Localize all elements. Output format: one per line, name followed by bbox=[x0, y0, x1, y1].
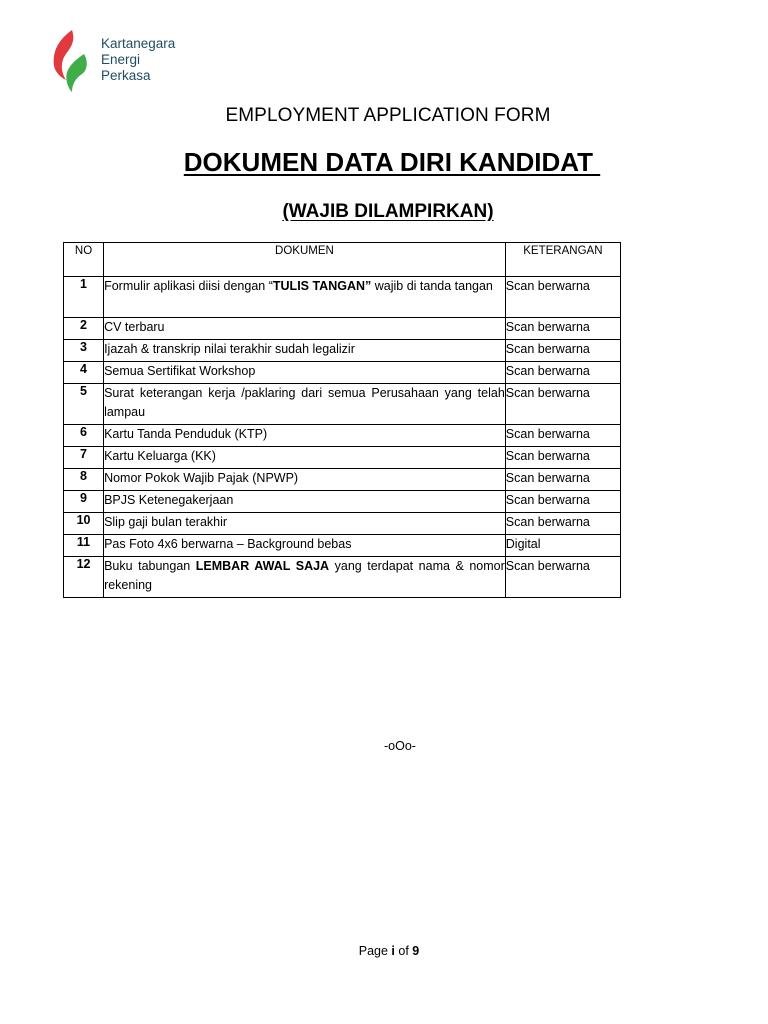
document-note: Scan berwarna bbox=[505, 447, 620, 469]
page-of-label: of bbox=[394, 944, 413, 958]
document-name: Nomor Pokok Wajib Pajak (NPWP) bbox=[104, 469, 506, 491]
row-number: 1 bbox=[64, 277, 104, 318]
table-row bbox=[64, 340, 621, 362]
row-number: 8 bbox=[64, 469, 104, 491]
document-note: Scan berwarna bbox=[505, 362, 620, 384]
table-row bbox=[64, 425, 621, 447]
document-name-text: Buku tabungan bbox=[104, 559, 196, 573]
document-name: Semua Sertifikat Workshop bbox=[104, 362, 506, 384]
document-name: CV terbaru bbox=[104, 318, 506, 340]
sub-title: (WAJIB DILAMPIRKAN) bbox=[282, 201, 494, 222]
document-note: Scan berwarna bbox=[505, 469, 620, 491]
table-row bbox=[64, 469, 621, 491]
row-number: 2 bbox=[64, 318, 104, 340]
document-name: Slip gaji bulan terakhir bbox=[104, 513, 506, 535]
header-no: NO bbox=[64, 243, 104, 277]
document-name-text: Formulir aplikasi diisi dengan “ bbox=[104, 279, 273, 293]
document-note: Scan berwarna bbox=[505, 318, 620, 340]
table-row bbox=[64, 447, 621, 469]
page-current: i bbox=[391, 944, 395, 958]
page-number bbox=[0, 944, 768, 958]
document-note: Scan berwarna bbox=[505, 513, 620, 535]
company-name bbox=[101, 36, 175, 84]
document-note: Digital bbox=[505, 535, 620, 557]
document-note: Scan berwarna bbox=[505, 491, 620, 513]
row-number: 12 bbox=[64, 557, 104, 598]
flame-logo-icon bbox=[50, 28, 92, 94]
table-row bbox=[64, 362, 621, 384]
company-name-line-1: Kartanegara bbox=[101, 36, 176, 51]
row-number: 11 bbox=[64, 535, 104, 557]
document-name bbox=[104, 557, 506, 598]
table-header-row bbox=[64, 243, 621, 277]
row-number: 5 bbox=[64, 384, 104, 425]
document-name-emphasis: LEMBAR AWAL SAJA bbox=[195, 559, 330, 573]
table-row bbox=[64, 513, 621, 535]
row-number: 10 bbox=[64, 513, 104, 535]
table-row bbox=[64, 384, 621, 425]
table-row bbox=[64, 557, 621, 598]
document-name: BPJS Ketenegakerjaan bbox=[104, 491, 506, 513]
document-name: Pas Foto 4x6 berwarna – Background bebas bbox=[104, 535, 506, 557]
document-name: Surat keterangan kerja /paklaring dari semua Perusahaan yang telah lampau bbox=[104, 384, 506, 425]
closing-mark: -oOo- bbox=[384, 739, 416, 753]
row-number: 4 bbox=[64, 362, 104, 384]
page-label: Page bbox=[358, 944, 392, 958]
document-name-text: wajib di tanda tangan bbox=[371, 279, 493, 293]
company-name-line-3: Perkasa bbox=[101, 68, 151, 83]
document-note: Scan berwarna bbox=[505, 384, 620, 425]
document-note: Scan berwarna bbox=[505, 557, 620, 598]
row-number: 6 bbox=[64, 425, 104, 447]
main-title: DOKUMEN DATA DIRI KANDIDAT bbox=[183, 147, 601, 177]
document-note: Scan berwarna bbox=[505, 277, 620, 318]
header-keterangan: KETERANGAN bbox=[505, 243, 620, 277]
row-number: 3 bbox=[64, 340, 104, 362]
header-dokumen: DOKUMEN bbox=[104, 243, 506, 277]
document-name: Kartu Tanda Penduduk (KTP) bbox=[104, 425, 506, 447]
table-row bbox=[64, 318, 621, 340]
table-row bbox=[64, 277, 621, 318]
document-name: Kartu Keluarga (KK) bbox=[104, 447, 506, 469]
table-row bbox=[64, 535, 621, 557]
document-name-emphasis: TULIS TANGAN” bbox=[272, 279, 372, 293]
document-name: Ijazah & transkrip nilai terakhir sudah legalizir bbox=[104, 340, 506, 362]
document-table bbox=[63, 242, 621, 598]
row-number: 7 bbox=[64, 447, 104, 469]
document-name bbox=[104, 277, 506, 318]
document-name-text: yang terdapat nama & nomor rekening bbox=[104, 559, 505, 592]
document-note: Scan berwarna bbox=[505, 425, 620, 447]
form-title: EMPLOYMENT APPLICATION FORM bbox=[225, 105, 551, 126]
company-logo bbox=[50, 28, 250, 94]
company-name-line-2: Energi bbox=[101, 52, 141, 67]
row-number: 9 bbox=[64, 491, 104, 513]
table-row bbox=[64, 491, 621, 513]
page-total: 9 bbox=[412, 944, 420, 958]
document-note: Scan berwarna bbox=[505, 340, 620, 362]
